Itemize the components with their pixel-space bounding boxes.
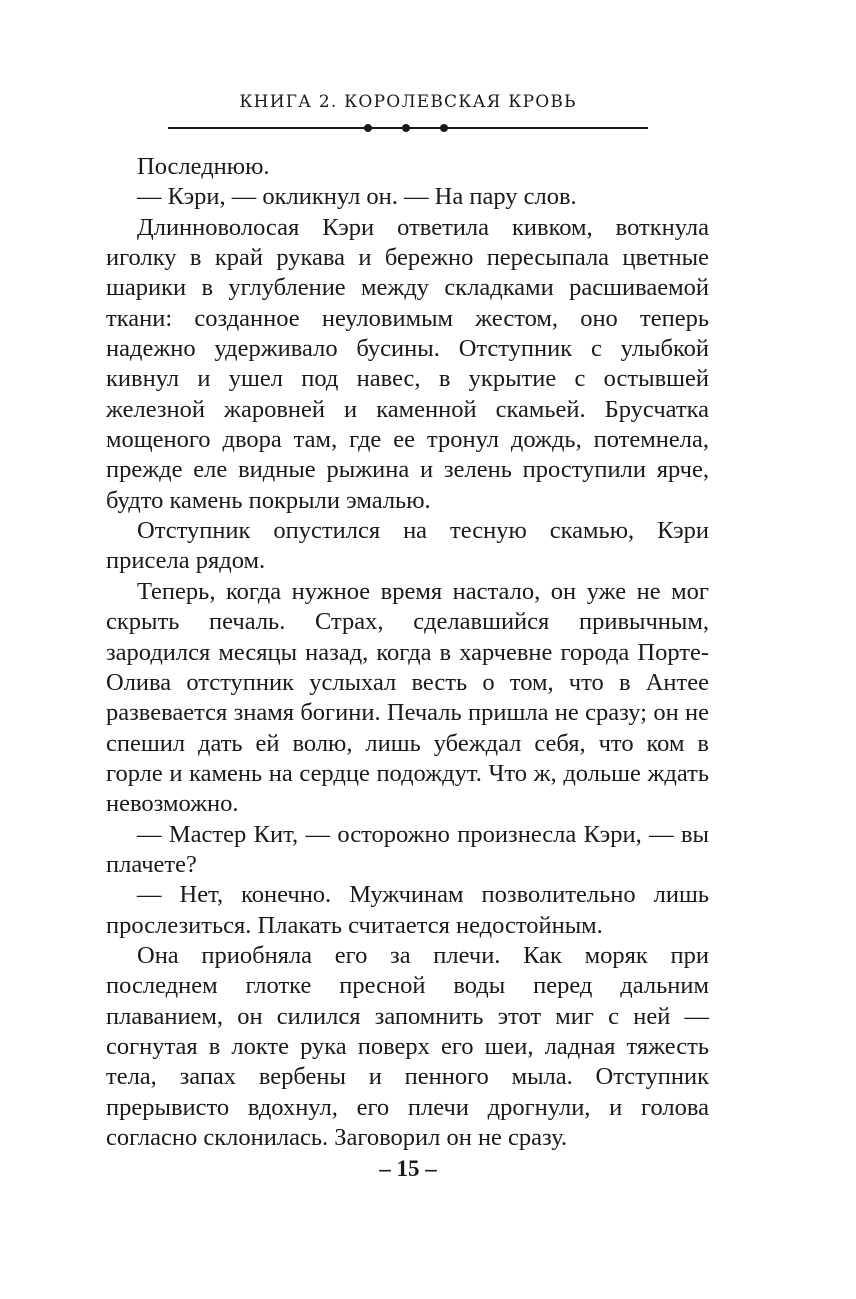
ornament-dot: [402, 124, 410, 132]
paragraph: Она приобняла его за плечи. Как моряк при последнем глотке пресной воды перед дальним плаванием, он силился запомнить этот миг с ней — согнутая в локте рука поверх его шеи, ладная тяжесть тела, запах вербены и пенного мыла. Отступник прерывисто вдохнул, его плечи дрогнули, и голова согласно склонилась. Заговорил он не сразу.: [106, 941, 709, 1151]
paragraph: Теперь, когда нужное время настало, он уже не мог скрыть печаль. Страх, сделавшийся привычным, зародился месяцы назад, когда в харчевне города Порте-Олива отступник услыхал весть о том, что в Антее развевается знамя богини. Печаль пришла не сразу; он не спешил дать ей волю, лишь убеждал себя, что ком в горле и камень на сердце подождут. Что ж, дольше ждать невозможно.: [106, 577, 709, 818]
paragraph: Длинноволосая Кэри ответила кивком, воткнула иголку в край рукава и бережно пересыпала цветные шарики в углубление между складками расшиваемой ткани: созданное неуловимым жестом, оно теперь надежно удерживало бусины. Отступник с улыбкой кивнул и ушел под навес, в укрытие с остывшей железной жаровней и каменной скамьей. Брусчатка мощеного двора там, где ее тронул дождь, потемнела, прежде еле видные рыжина и зелень проступили ярче, будто камень покрыли эмалью.: [106, 213, 709, 514]
paragraph: Последнюю.: [137, 153, 270, 180]
body-text: [106, 152, 709, 1153]
paragraph: — Нет, конечно. Мужчинам позволительно лишь прослезиться. Плакать считается недостойным.: [106, 881, 709, 939]
paragraph: — Кэри, — окликнул он. — На пару слов.: [137, 183, 577, 211]
page-number: – 15 –: [379, 1156, 437, 1181]
paragraph: Отступник опустился на тесную скамью, Кэри присела рядом.: [106, 517, 709, 575]
paragraph: — Мастер Кит, — осторожно произнесла Кэри, — вы плачете?: [106, 820, 709, 878]
ornament-dot: [440, 124, 448, 132]
ornament-dot: [364, 124, 372, 132]
running-header: КНИГА 2. КОРОЛЕВСКАЯ КРОВЬ: [239, 92, 577, 112]
